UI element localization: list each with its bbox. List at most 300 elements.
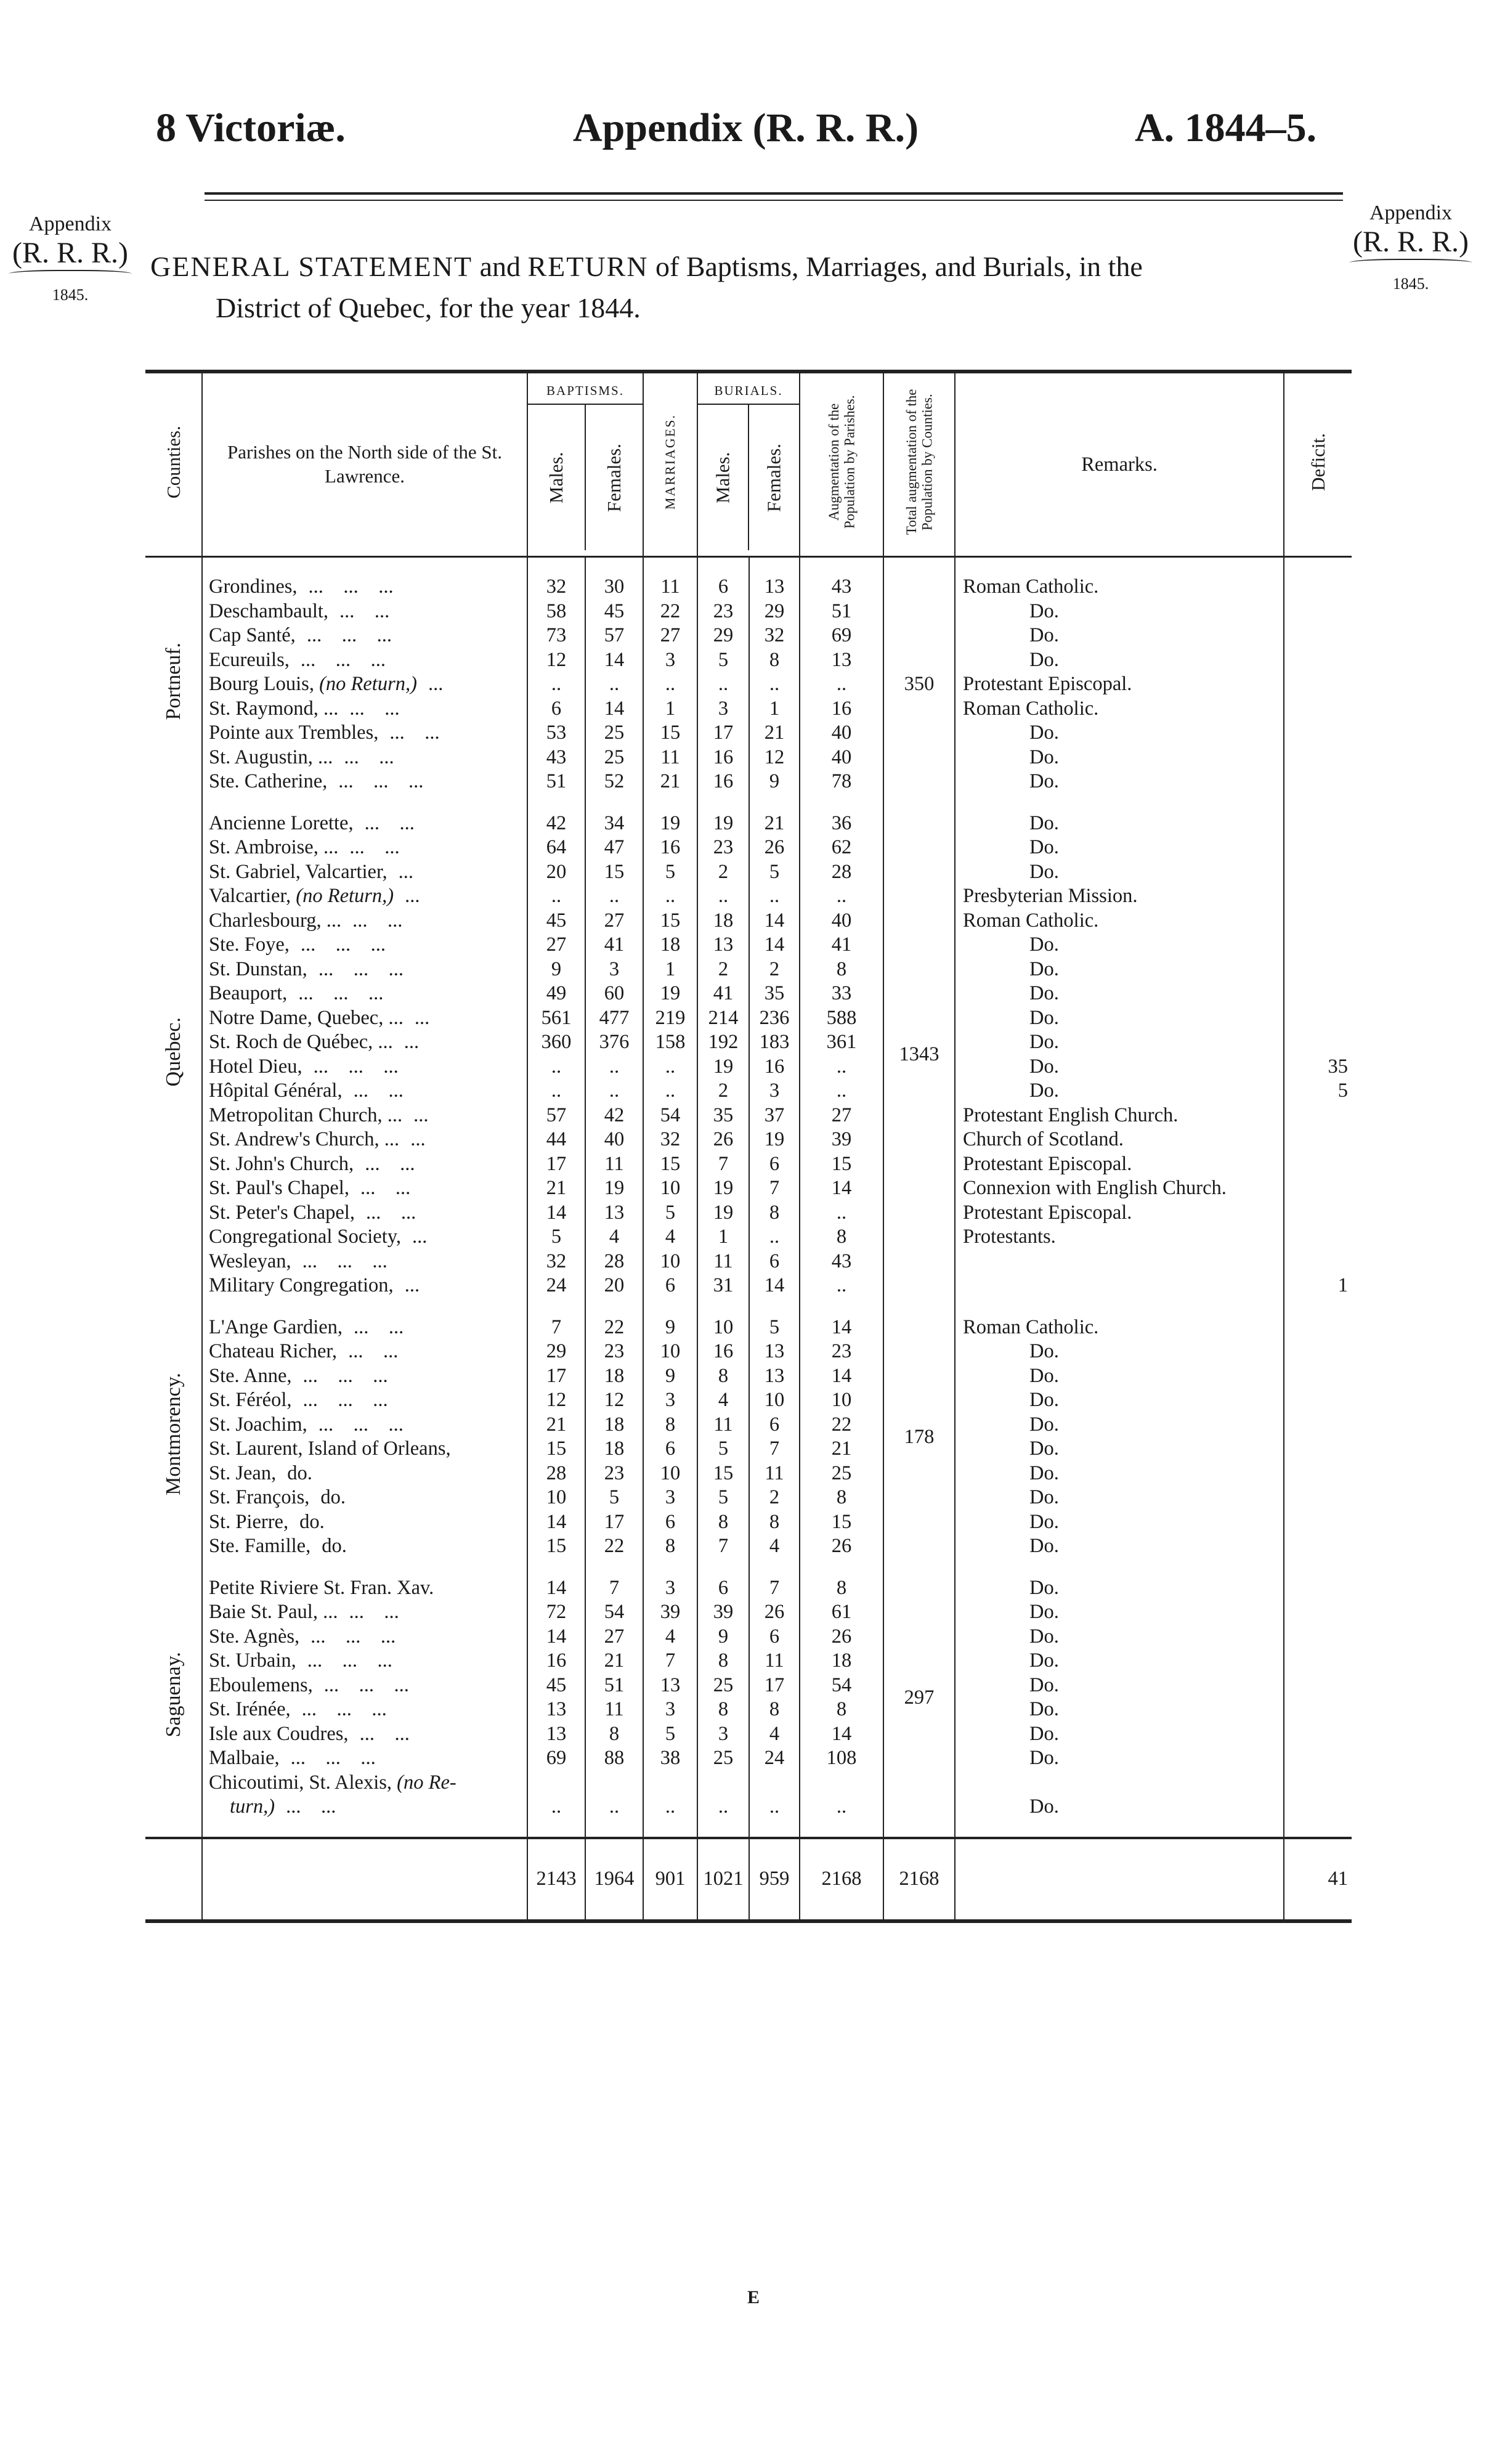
burials-males-cell: 23 [697, 600, 749, 624]
parish-cell [202, 648, 527, 673]
header-rule-bottom [205, 200, 1343, 201]
augmentation-parish-cell: 8 [800, 1225, 883, 1250]
burials-females-cell: 26 [749, 836, 800, 860]
burials-males-cell: 3 [697, 697, 749, 722]
margin-note-right-code: (R. R. R.) [1352, 226, 1469, 259]
deficit-cell [1284, 648, 1352, 673]
baptisms-females-cell: 22 [585, 1315, 643, 1340]
burials-females-cell: 24 [749, 1746, 800, 1771]
remarks-cell: Do. [955, 982, 1284, 1006]
burials-males-cell: 19 [697, 1201, 749, 1226]
burials-females-cell: 14 [749, 933, 800, 958]
burials-females-cell: 7 [749, 1176, 800, 1201]
burials-females-cell: 1 [749, 697, 800, 722]
table-row [145, 1413, 1352, 1437]
deficit-cell [1284, 1771, 1352, 1795]
totals-label-blank [202, 1838, 527, 1921]
marriages-cell: 219 [643, 1006, 697, 1031]
baptisms-males-cell: 12 [527, 1388, 585, 1413]
baptisms-males-cell: 10 [527, 1486, 585, 1510]
parish-name: St. Roch de Québec, ... [209, 1031, 393, 1053]
augmentation-parish-cell: 43 [800, 575, 883, 600]
marriages-cell: 5 [643, 1201, 697, 1226]
augmentation-parish-cell: 361 [800, 1030, 883, 1055]
margin-note-right-label: Appendix [1369, 201, 1453, 224]
county-name: Saguenay. [161, 1652, 185, 1738]
baptisms-males-cell: 53 [527, 721, 585, 746]
remarks-cell: Protestants. [955, 1225, 1284, 1250]
title-text-1: and [473, 251, 528, 282]
parish-name: St. Peter's Chapel, [209, 1201, 355, 1224]
deficit-cell [1284, 1152, 1352, 1177]
parish-name: Ste. Agnès, [209, 1625, 300, 1648]
table-row [145, 1030, 1352, 1055]
deficit-cell [1284, 1250, 1352, 1274]
marriages-cell: 10 [643, 1340, 697, 1364]
parish-cell [202, 1576, 527, 1601]
parish-name: Chicoutimi, St. Alexis, (no Re- [209, 1771, 456, 1794]
leader-dots: ... ... [344, 746, 394, 768]
parish-name: St. Joachim, [209, 1413, 307, 1436]
baptisms-females-cell: .. [585, 884, 643, 909]
table-row [145, 1722, 1352, 1747]
county-cell [145, 811, 202, 1298]
remarks-cell [955, 1771, 1284, 1795]
totals-remarks-blank [955, 1838, 1284, 1921]
col-parishes: Parishes on the North side of the St. Lawrence. [202, 372, 527, 557]
deficit-cell [1284, 1364, 1352, 1389]
burials-males-cell: 29 [697, 624, 749, 648]
total-baptisms-females: 1964 [585, 1838, 643, 1921]
remarks-cell: Roman Catholic. [955, 1315, 1284, 1340]
deficit-cell [1284, 770, 1352, 794]
remarks-cell: Church of Scotland. [955, 1128, 1284, 1152]
baptisms-females-cell: .. [585, 1055, 643, 1080]
table-row [145, 958, 1352, 982]
group-spacer [145, 794, 1352, 811]
burials-males-cell: 10 [697, 1315, 749, 1340]
deficit-cell [1284, 1486, 1352, 1510]
remarks-cell: Do. [955, 1364, 1284, 1389]
deficit-cell [1284, 624, 1352, 648]
baptisms-males-cell: 73 [527, 624, 585, 648]
leader-dots: ... [404, 1274, 420, 1296]
burials-males-cell: 8 [697, 1510, 749, 1535]
burials-females-cell: 10 [749, 1388, 800, 1413]
parish-cell [202, 1673, 527, 1698]
baptisms-males-cell: 57 [527, 1104, 585, 1128]
parish-cell [202, 1006, 527, 1031]
remarks-cell: Do. [955, 1006, 1284, 1031]
burials-females-cell: 32 [749, 624, 800, 648]
county-total: 350 [904, 673, 935, 696]
county-cell [145, 575, 202, 794]
table-row [145, 836, 1352, 860]
parish-name: Isle aux Coudres, [209, 1722, 349, 1745]
baptisms-males-cell: 29 [527, 1340, 585, 1364]
deficit-cell [1284, 697, 1352, 722]
marriages-cell: 15 [643, 721, 697, 746]
burials-females-cell: .. [749, 672, 800, 697]
marriages-cell: 3 [643, 648, 697, 673]
remarks-cell: Do. [955, 1340, 1284, 1364]
parish-cell [202, 836, 527, 860]
baptisms-males-cell: 21 [527, 1413, 585, 1437]
augmentation-parish-cell: 41 [800, 933, 883, 958]
parish-name: Eboulemens, [209, 1673, 313, 1696]
marriages-cell: 1 [643, 697, 697, 722]
total-burials-males: 1021 [697, 1838, 749, 1921]
marriages-cell: 11 [643, 575, 697, 600]
total-augmentation-parish: 2168 [800, 1838, 883, 1921]
marriages-cell: 16 [643, 836, 697, 860]
remarks-cell: Do. [955, 1722, 1284, 1747]
table-row [145, 1649, 1352, 1673]
burials-females-cell: 183 [749, 1030, 800, 1055]
remarks-cell: Do. [955, 1698, 1284, 1722]
baptisms-males-cell: 58 [527, 600, 585, 624]
parish-name: St. François, [209, 1486, 310, 1508]
remarks-cell: Protestant Episcopal. [955, 1152, 1284, 1177]
burials-males-cell: 2 [697, 860, 749, 885]
burials-males-cell: 192 [697, 1030, 749, 1055]
baptisms-females-cell: 19 [585, 1176, 643, 1201]
burials-males-cell: 6 [697, 1576, 749, 1601]
remarks-cell: Do. [955, 1625, 1284, 1649]
baptisms-males-cell: 72 [527, 1600, 585, 1625]
leader-dots: ... ... ... [338, 770, 424, 792]
burials-females-cell: 8 [749, 1698, 800, 1722]
augmentation-parish-cell: 22 [800, 1413, 883, 1437]
augmentation-parish-cell: 8 [800, 1698, 883, 1722]
parish-cell [202, 1176, 527, 1201]
marriages-cell [643, 1771, 697, 1795]
leader-dots: ... ... ... [302, 1364, 388, 1387]
table-row [145, 1104, 1352, 1128]
marriages-cell: 27 [643, 624, 697, 648]
baptisms-males-cell: 24 [527, 1274, 585, 1298]
parish-cell [202, 1104, 527, 1128]
marriages-cell: 9 [643, 1364, 697, 1389]
burials-males-cell: 16 [697, 770, 749, 794]
marriages-cell: 5 [643, 1722, 697, 1747]
burials-females-cell: 13 [749, 1340, 800, 1364]
leader-dots: ... ... [339, 600, 390, 622]
burials-females-cell: 26 [749, 1600, 800, 1625]
burials-females-cell: 11 [749, 1649, 800, 1673]
marriages-cell: 10 [643, 1462, 697, 1486]
burials-males-cell: 4 [697, 1388, 749, 1413]
table-row [145, 1250, 1352, 1274]
parish-cell [202, 1030, 527, 1055]
table-row [145, 1364, 1352, 1389]
burials-females-cell [749, 1771, 800, 1795]
parish-name: Hôpital Général, [209, 1080, 343, 1102]
burials-males-cell: 11 [697, 1250, 749, 1274]
remarks-cell: Do. [955, 958, 1284, 982]
table-row [145, 1576, 1352, 1601]
parish-cell [202, 600, 527, 624]
augmentation-parish-cell: 23 [800, 1340, 883, 1364]
table-row [145, 1274, 1352, 1298]
leader-dots: ... ... ... [302, 1250, 387, 1272]
parish-cell [202, 1510, 527, 1535]
remarks-cell: Do. [955, 811, 1284, 836]
burials-males-cell: 16 [697, 1340, 749, 1364]
baptisms-males-cell: 45 [527, 1673, 585, 1698]
deficit-cell [1284, 1722, 1352, 1747]
baptisms-females-cell: 7 [585, 1576, 643, 1601]
leader-dots: ... ... ... [290, 1747, 376, 1769]
marriages-cell: 8 [643, 1534, 697, 1559]
marriages-cell: 4 [643, 1225, 697, 1250]
burials-males-cell: 5 [697, 1437, 749, 1462]
parish-name: St. Féréol, [209, 1389, 292, 1411]
burials-males-cell: 8 [697, 1364, 749, 1389]
baptisms-males-cell: 17 [527, 1152, 585, 1177]
parish-name: Notre Dame, Quebec, ... [209, 1006, 404, 1029]
table-header [145, 372, 1352, 557]
baptisms-females-cell: 18 [585, 1437, 643, 1462]
baptisms-males-cell: 44 [527, 1128, 585, 1152]
group-spacer [145, 1820, 1352, 1838]
remarks-cell: Do. [955, 1600, 1284, 1625]
remarks-cell: Do. [955, 1673, 1284, 1698]
parish-name: Charlesbourg, ... [209, 909, 342, 932]
return-table [145, 370, 1352, 1923]
burials-males-cell: 19 [697, 1176, 749, 1201]
burials-females-cell: 19 [749, 1128, 800, 1152]
county-total: 178 [904, 1425, 935, 1448]
baptisms-males-cell: .. [527, 1795, 585, 1820]
parish-cell [202, 1437, 527, 1462]
parish-cell [202, 1250, 527, 1274]
parish-cell [202, 721, 527, 746]
baptisms-males-cell: .. [527, 884, 585, 909]
baptisms-males-cell: 69 [527, 1746, 585, 1771]
parish-name: L'Ange Gardien, [209, 1315, 343, 1338]
deficit-cell [1284, 1225, 1352, 1250]
leader-dots: ... ... ... [300, 648, 386, 671]
parish-name: Pointe aux Trembles, [209, 722, 379, 744]
marriages-cell: 21 [643, 770, 697, 794]
baptisms-males-cell: 49 [527, 982, 585, 1006]
total-marriages: 901 [643, 1838, 697, 1921]
parish-cell [202, 958, 527, 982]
marriages-cell: .. [643, 672, 697, 697]
baptisms-males-cell: 51 [527, 770, 585, 794]
remarks-cell: Do. [955, 1486, 1284, 1510]
table-row [145, 624, 1352, 648]
burials-females-cell: 29 [749, 600, 800, 624]
baptisms-females-cell: 13 [585, 1201, 643, 1226]
table-row [145, 1315, 1352, 1340]
baptisms-females-cell: 20 [585, 1274, 643, 1298]
deficit-cell [1284, 1649, 1352, 1673]
burials-females-cell: 14 [749, 909, 800, 933]
burials-females-cell: 21 [749, 721, 800, 746]
burials-females-cell: 11 [749, 1462, 800, 1486]
remarks-cell: Do. [955, 1413, 1284, 1437]
remarks-cell: Roman Catholic. [955, 909, 1284, 933]
parish-cell [202, 1079, 527, 1104]
leader-dots: ... [404, 1031, 420, 1053]
table-row [145, 697, 1352, 722]
baptisms-females-cell: 25 [585, 721, 643, 746]
augmentation-parish-cell: 14 [800, 1722, 883, 1747]
marriages-cell: .. [643, 1055, 697, 1080]
baptisms-females-cell: 57 [585, 624, 643, 648]
margin-note-right [1349, 201, 1472, 293]
augmentation-parish-cell: 15 [800, 1152, 883, 1177]
parish-cell [202, 1746, 527, 1771]
parish-name: Petite Riviere St. Fran. Xav. [209, 1576, 434, 1599]
burials-females-cell: .. [749, 884, 800, 909]
baptisms-females-cell: 3 [585, 958, 643, 982]
remarks-cell: Do. [955, 1746, 1284, 1771]
deficit-cell [1284, 1795, 1352, 1820]
col-marriages: MARRIAGES. [643, 372, 697, 557]
baptisms-females-cell: 40 [585, 1128, 643, 1152]
burials-males-cell: 2 [697, 1079, 749, 1104]
remarks-cell: Do. [955, 1510, 1284, 1535]
parish-cell [202, 1364, 527, 1389]
leader-dots: ... [412, 1226, 428, 1248]
parish-cell [202, 884, 527, 909]
parish-cell [202, 624, 527, 648]
parish-cell [202, 1600, 527, 1625]
augmentation-parish-cell: 26 [800, 1625, 883, 1649]
deficit-cell [1284, 1510, 1352, 1535]
baptisms-females-cell: 27 [585, 909, 643, 933]
deficit-cell [1284, 1625, 1352, 1649]
table-body [145, 557, 1352, 1921]
margin-note-right-year: 1845. [1392, 275, 1429, 293]
table-row [145, 982, 1352, 1006]
totals-blank [145, 1838, 202, 1921]
augmentation-parish-cell: 8 [800, 1576, 883, 1601]
burials-males-cell: 6 [697, 575, 749, 600]
burials-males-cell: 2 [697, 958, 749, 982]
parish-cell [202, 1274, 527, 1298]
augmentation-parish-cell: 69 [800, 624, 883, 648]
baptisms-males-cell: 9 [527, 958, 585, 982]
leader-dots: ... ... [359, 1722, 410, 1745]
parish-cell [202, 1698, 527, 1722]
marriages-cell: 10 [643, 1250, 697, 1274]
baptisms-males-cell: 14 [527, 1576, 585, 1601]
signature-mark: E [747, 2287, 760, 2307]
marriages-cell: 19 [643, 982, 697, 1006]
deficit-cell [1284, 746, 1352, 770]
remarks-cell [955, 1250, 1284, 1274]
parish-name: turn,) [230, 1795, 275, 1818]
burials-females-cell: 35 [749, 982, 800, 1006]
deficit-cell [1284, 1201, 1352, 1226]
marriages-cell: 6 [643, 1510, 697, 1535]
burials-males-cell: 214 [697, 1006, 749, 1031]
burials-males-cell [697, 1771, 749, 1795]
remarks-cell: Do. [955, 1030, 1284, 1055]
remarks-cell: Do. [955, 770, 1284, 794]
baptisms-males-cell: .. [527, 672, 585, 697]
baptisms-females-cell: 4 [585, 1225, 643, 1250]
augmentation-parish-cell: 16 [800, 697, 883, 722]
parish-cell [202, 770, 527, 794]
remarks-cell: Protestant Episcopal. [955, 1201, 1284, 1226]
parish-name: Cap Santé, [209, 624, 296, 646]
baptisms-females-cell: 41 [585, 933, 643, 958]
baptisms-females-cell: 27 [585, 1625, 643, 1649]
table-row [145, 1152, 1352, 1177]
parish-name: Valcartier, (no Return,) [209, 885, 394, 907]
parish-name: Wesleyan, [209, 1250, 291, 1272]
col-baptisms-males: Males. [545, 452, 567, 503]
baptisms-males-cell [527, 1771, 585, 1795]
baptisms-females-cell: 12 [585, 1388, 643, 1413]
leader-dots: ... [410, 1128, 426, 1150]
table-row [145, 860, 1352, 885]
baptisms-females-cell: .. [585, 672, 643, 697]
burials-males-cell: .. [697, 1795, 749, 1820]
marriages-cell: 3 [643, 1388, 697, 1413]
baptisms-females-cell: 477 [585, 1006, 643, 1031]
leader-dots: ... ... [286, 1795, 336, 1818]
table-row [145, 1388, 1352, 1413]
burials-females-cell: 7 [749, 1576, 800, 1601]
county-total-cell [883, 1576, 955, 1820]
burials-females-cell: .. [749, 1225, 800, 1250]
burials-males-cell: 11 [697, 1413, 749, 1437]
burials-males-cell: 8 [697, 1698, 749, 1722]
marriages-cell: 54 [643, 1104, 697, 1128]
burials-females-cell: 6 [749, 1413, 800, 1437]
parish-cell [202, 1462, 527, 1486]
leader-dots: ... ... ... [301, 1698, 387, 1720]
augmentation-parish-cell: 36 [800, 811, 883, 836]
augmentation-parish-cell: 14 [800, 1315, 883, 1340]
deficit-cell: 5 [1284, 1079, 1352, 1104]
augmentation-parish-cell: 43 [800, 1250, 883, 1274]
col-aug-parish: Augmentation of the Population by Parishes. [800, 372, 883, 557]
deficit-cell [1284, 836, 1352, 860]
header-appendix: Appendix (R. R. R.) [573, 105, 919, 150]
county-total-cell [883, 811, 955, 1298]
parish-name: St. Laurent, Island of Orleans, [209, 1437, 451, 1460]
baptisms-females-cell: 51 [585, 1673, 643, 1698]
baptisms-females-cell: 52 [585, 770, 643, 794]
baptisms-males-cell: 7 [527, 1315, 585, 1340]
burials-males-cell: .. [697, 672, 749, 697]
title-line-2: District of Quebec, for the year 1844. [216, 291, 641, 323]
marriages-cell: 6 [643, 1437, 697, 1462]
col-baptisms-females: Females. [585, 405, 643, 550]
baptisms-females-cell: 11 [585, 1152, 643, 1177]
deficit-cell [1284, 982, 1352, 1006]
burials-males-cell: 9 [697, 1625, 749, 1649]
remarks-cell: Do. [955, 746, 1284, 770]
baptisms-females-cell: 45 [585, 600, 643, 624]
burials-females-cell: 8 [749, 1510, 800, 1535]
parish-name: St. Paul's Chapel, [209, 1177, 349, 1199]
county-name: Quebec. [161, 1017, 185, 1087]
baptisms-males-cell: 21 [527, 1176, 585, 1201]
burials-males-cell: 8 [697, 1649, 749, 1673]
burials-females-cell: .. [749, 1795, 800, 1820]
deficit-cell [1284, 1128, 1352, 1152]
parish-name: Military Congregation, [209, 1274, 394, 1296]
parish-cell [202, 1152, 527, 1177]
